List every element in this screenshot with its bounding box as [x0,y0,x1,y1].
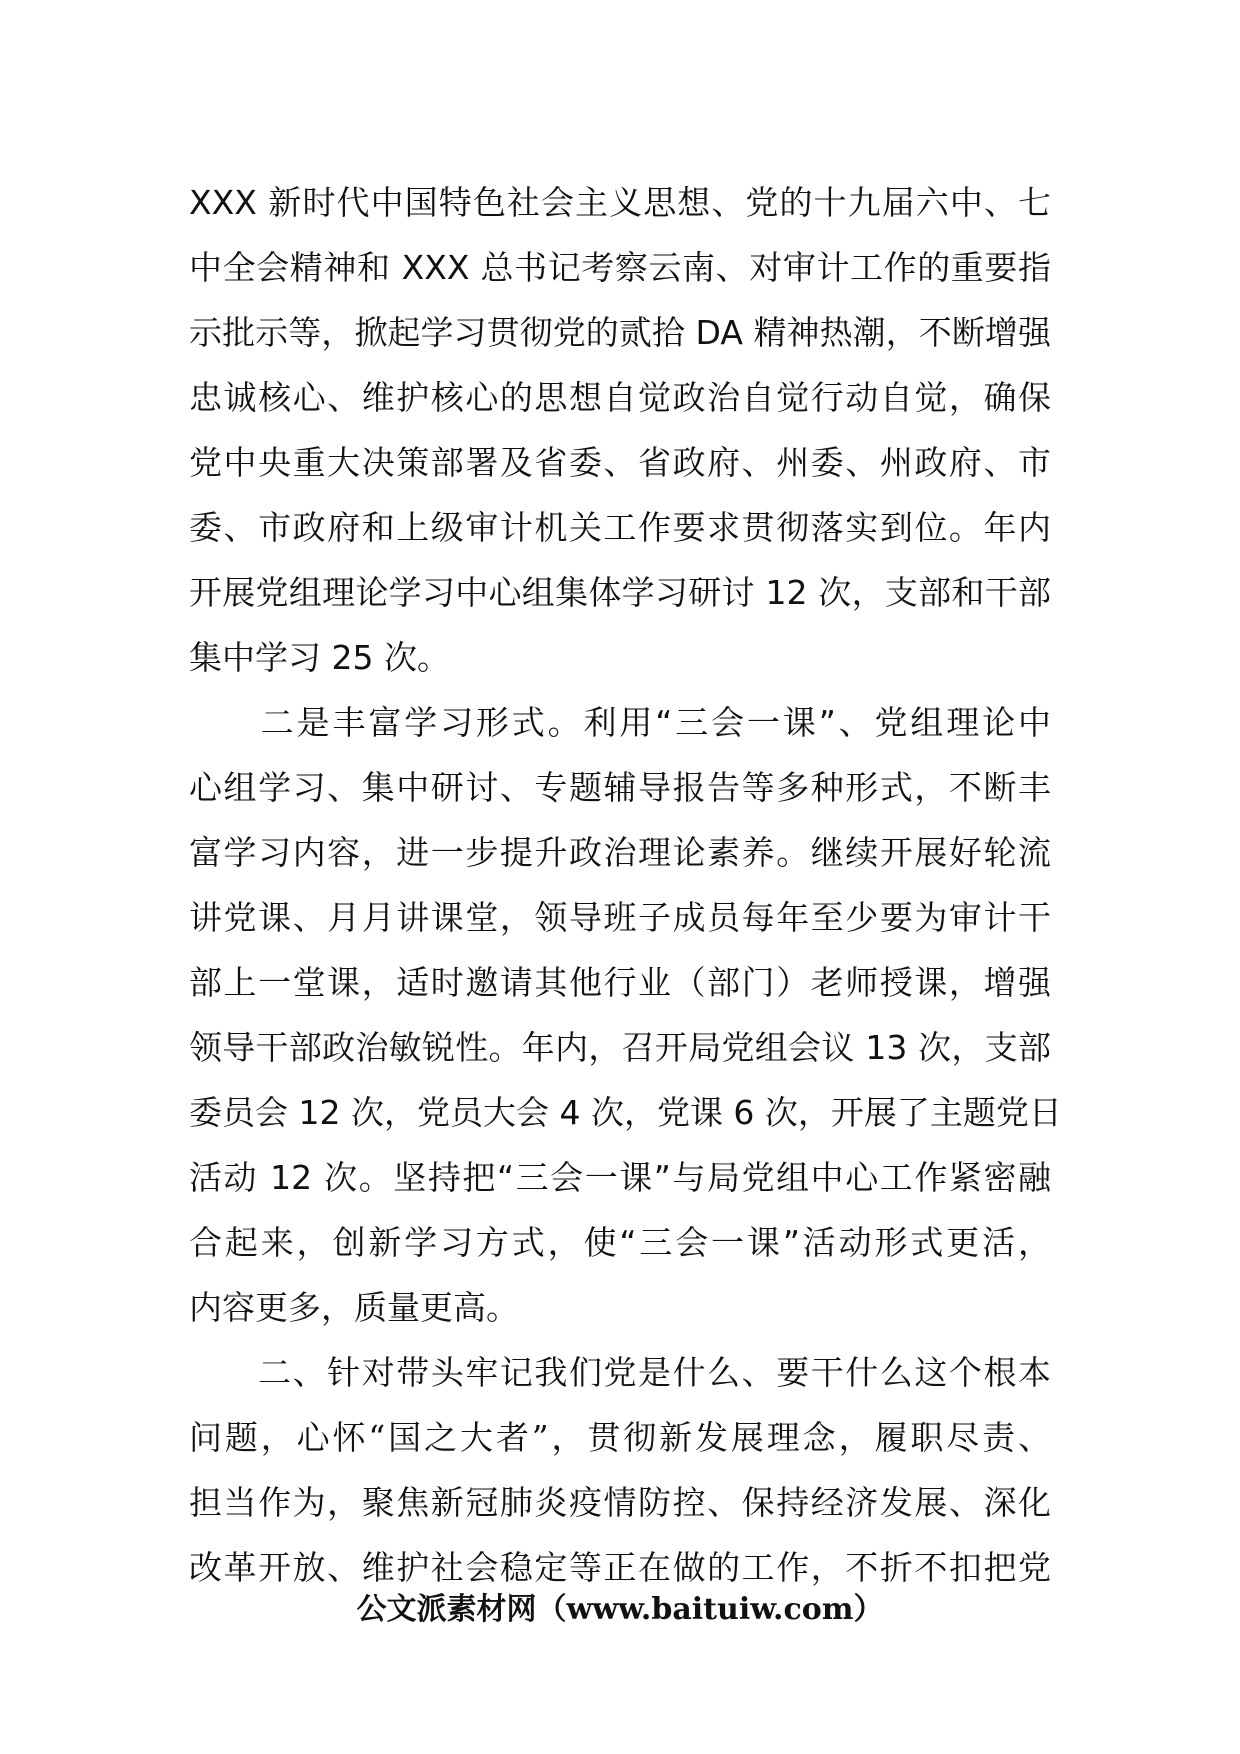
footer-watermark: 公文派素材网（www.baituiw.com） [356,1592,884,1627]
text-line: XXX 新时代中国特色社会主义思想、党的十九届六中、七 [189,183,1051,222]
text-line: 合起来，创新学习方式，使“三会一课”活动形式更活， [189,1223,1051,1262]
text-line: 开展党组理论学习中心组集体学习研讨 12 次，支部和干部 [189,573,1051,612]
text-line: 部上一堂课，适时邀请其他行业（部门）老师授课，增强 [189,963,1051,1002]
text-line: 富学习内容，进一步提升政治理论素养。继续开展好轮流 [189,833,1051,872]
text-line: 党中央重大决策部署及省委、省政府、州委、州政府、市 [189,443,1051,482]
text-line: 担当作为，聚焦新冠肺炎疫情防控、保持经济发展、深化 [189,1483,1051,1522]
text-line: 内容更多，质量更高。 [189,1288,519,1327]
text-line: 委员会 12 次，党员大会 4 次，党课 6 次，开展了主题党日 [189,1093,1062,1132]
text-line: 委、市政府和上级审计机关工作要求贯彻落实到位。年内 [189,508,1051,547]
text-line: 心组学习、集中研讨、专题辅导报告等多种形式，不断丰 [189,768,1051,807]
text-line: 二是丰富学习形式。利用“三会一课”、党组理论中 [189,703,1051,742]
text-line: 中全会精神和 XXX 总书记考察云南、对审计工作的重要指 [189,248,1051,287]
text-line: 活动 12 次。坚持把“三会一课”与局党组中心工作紧密融 [189,1158,1051,1197]
text-line: 领导干部政治敏锐性。年内，召开局党组会议 13 次，支部 [189,1028,1051,1067]
text-line: 忠诚核心、维护核心的思想自觉政治自觉行动自觉，确保 [189,378,1051,417]
text-line: 问题，心怀“国之大者”，贯彻新发展理念，履职尽责、 [189,1418,1051,1457]
text-line: 二、针对带头牢记我们党是什么、要干什么这个根本 [189,1353,1051,1392]
text-line: 集中学习 25 次。 [189,638,450,677]
text-line: 讲党课、月月讲课堂，领导班子成员每年至少要为审计干 [189,898,1051,937]
text-line: 改革开放、维护社会稳定等正在做的工作，不折不扣把党 [189,1548,1051,1587]
text-line: 示批示等，掀起学习贯彻党的贰拾 DA 精神热潮，不断增强 [189,313,1051,352]
document-body [189,170,1062,1600]
